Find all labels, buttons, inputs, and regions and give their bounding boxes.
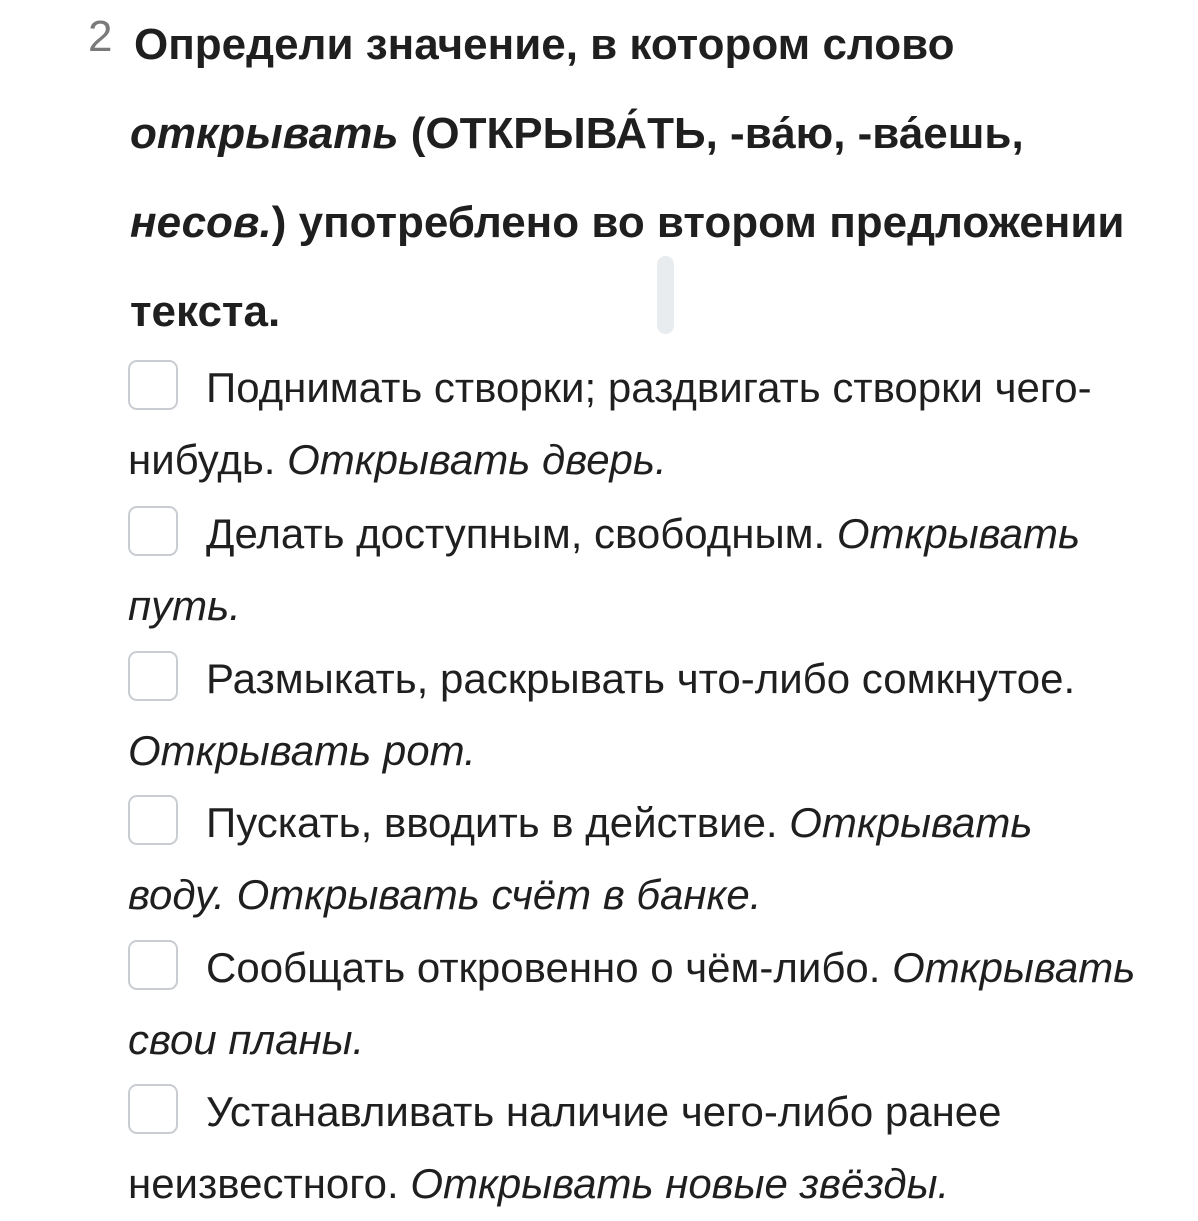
option-definition: Поднимать створки; раздвигать створки чего-нибудь. [128,364,1092,483]
option-definition: Делать доступным, свободным. [206,510,826,557]
option-checkbox[interactable] [128,360,178,410]
option-text [128,498,1138,642]
question-pos: несов. [130,198,272,247]
option-definition: Сообщать откровенно о чём-либо. [206,944,881,991]
answer-options [128,352,1138,1221]
answer-option[interactable] [128,787,1138,932]
option-example: Открывать рот. [128,727,476,774]
question-lead: Определи значение, в котором слово [134,20,955,69]
question-tail: ) употреблено во втором предложении текста. [130,198,1125,336]
option-checkbox[interactable] [128,940,178,990]
scroll-handle[interactable] [657,256,674,334]
question-headword: (ОТКРЫВА́ТЬ, -ва́ю, -ва́ешь, [398,109,1024,158]
option-definition: Размыкать, раскрывать что-либо сомкнутое. [206,655,1076,702]
option-definition: Устанавливать наличие чего-либо ранее неизвестного. [128,1088,1002,1207]
question-word: открывать [130,109,399,158]
option-example: Открывать свои планы. [128,944,1136,1063]
option-text [128,643,1138,787]
answer-option[interactable] [128,498,1138,643]
option-text [128,352,1138,496]
option-example: Открывать путь. [128,510,1081,629]
option-example: Открывать дверь. [287,436,667,483]
option-checkbox[interactable] [128,1084,178,1134]
option-definition: Пускать, вводить в действие. [206,799,778,846]
answer-option[interactable] [128,643,1138,787]
option-checkbox[interactable] [128,506,178,556]
option-checkbox[interactable] [128,795,178,845]
answer-option[interactable] [128,1076,1138,1221]
answer-option[interactable] [128,352,1138,498]
option-example: Открывать воду. Открывать счёт в банке. [128,799,1033,918]
answer-option[interactable] [128,932,1138,1076]
question-text [130,0,1130,356]
task-number: 2 [88,12,113,61]
option-text [128,787,1138,931]
option-text [128,1076,1138,1220]
option-text [128,932,1138,1076]
option-example: Открывать новые звёзды. [410,1160,950,1207]
option-checkbox[interactable] [128,651,178,701]
